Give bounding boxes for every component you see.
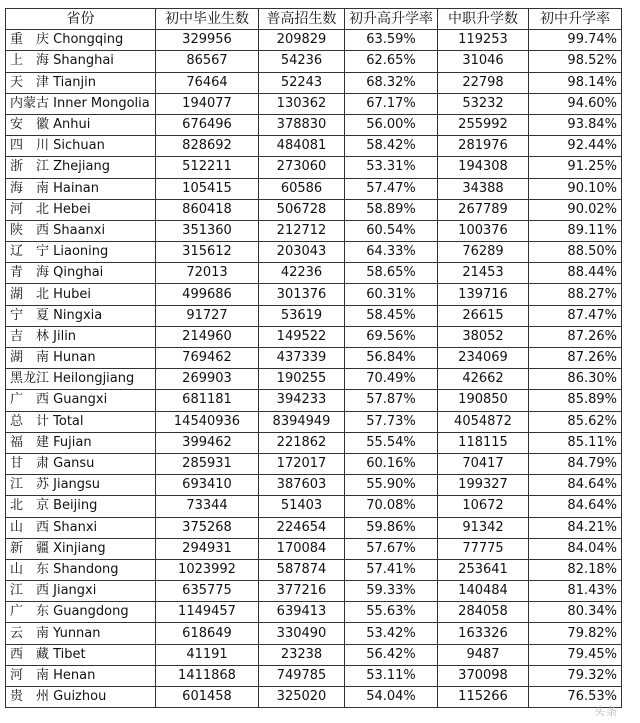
hs-rate-cell: 53.42% — [345, 623, 438, 644]
graduates-cell: 72013 — [156, 263, 259, 284]
total-rate-cell: 84.79% — [529, 453, 622, 474]
total-rate-cell: 90.10% — [529, 178, 622, 199]
total-rate-cell: 98.14% — [529, 72, 622, 93]
hs-rate-cell: 64.33% — [345, 242, 438, 263]
high-school-cell: 54236 — [259, 51, 345, 72]
total-rate-cell: 86.30% — [529, 369, 622, 390]
header-hs-rate: 初升高升学率 — [345, 9, 438, 30]
graduates-cell: 828692 — [156, 136, 259, 157]
total-rate-cell: 85.62% — [529, 411, 622, 432]
total-rate-cell: 90.02% — [529, 199, 622, 220]
high-school-cell: 8394949 — [259, 411, 345, 432]
graduates-cell: 91727 — [156, 305, 259, 326]
hs-rate-cell: 63.59% — [345, 30, 438, 51]
hs-rate-cell: 59.33% — [345, 581, 438, 602]
province-cell: 青 海 Qinghai — [6, 263, 156, 284]
table-row — [6, 72, 622, 93]
province-cell: 四 川 Sichuan — [6, 136, 156, 157]
hs-rate-cell: 53.31% — [345, 157, 438, 178]
graduates-cell: 86567 — [156, 51, 259, 72]
table-row — [6, 199, 622, 220]
total-rate-cell: 84.21% — [529, 517, 622, 538]
vocational-cell: 53232 — [438, 93, 529, 114]
province-cell: 福 建 Fujian — [6, 432, 156, 453]
table-row — [6, 496, 622, 517]
total-rate-cell: 91.25% — [529, 157, 622, 178]
hs-rate-cell: 58.65% — [345, 263, 438, 284]
province-cell: 上 海 Shanghai — [6, 51, 156, 72]
table-row — [6, 475, 622, 496]
high-school-cell: 212712 — [259, 220, 345, 241]
province-cell: 山 西 Shanxi — [6, 517, 156, 538]
table-row — [6, 242, 622, 263]
total-rate-cell: 82.18% — [529, 559, 622, 580]
total-rate-cell: 94.60% — [529, 93, 622, 114]
total-rate-cell: 92.44% — [529, 136, 622, 157]
graduates-cell: 285931 — [156, 453, 259, 474]
vocational-cell: 77775 — [438, 538, 529, 559]
vocational-cell: 284058 — [438, 602, 529, 623]
vocational-cell: 115266 — [438, 687, 529, 708]
province-table-sheet — [5, 8, 622, 708]
total-rate-cell: 93.84% — [529, 114, 622, 135]
vocational-cell: 119253 — [438, 30, 529, 51]
high-school-cell: 23238 — [259, 644, 345, 665]
table-row — [6, 263, 622, 284]
high-school-cell: 394233 — [259, 390, 345, 411]
table-row — [6, 665, 622, 686]
vocational-cell: 234069 — [438, 348, 529, 369]
table-row — [6, 390, 622, 411]
province-cell: 江 苏 Jiangsu — [6, 475, 156, 496]
total-rate-cell: 87.26% — [529, 348, 622, 369]
total-rate-cell: 79.32% — [529, 665, 622, 686]
table-row — [6, 348, 622, 369]
province-cell: 西 藏 Tibet — [6, 644, 156, 665]
table-row — [6, 581, 622, 602]
hs-rate-cell: 60.31% — [345, 284, 438, 305]
graduates-cell: 769462 — [156, 348, 259, 369]
total-rate-cell: 87.47% — [529, 305, 622, 326]
graduates-cell: 681181 — [156, 390, 259, 411]
table-row — [6, 538, 622, 559]
table-body — [6, 30, 622, 708]
table-row — [6, 517, 622, 538]
province-cell: 吉 林 Jilin — [6, 326, 156, 347]
hs-rate-cell: 55.54% — [345, 432, 438, 453]
vocational-cell: 70417 — [438, 453, 529, 474]
province-cell: 云 南 Yunnan — [6, 623, 156, 644]
vocational-cell: 31046 — [438, 51, 529, 72]
province-cell: 总 计 Total — [6, 411, 156, 432]
graduates-cell: 73344 — [156, 496, 259, 517]
hs-rate-cell: 57.47% — [345, 178, 438, 199]
graduates-cell: 76464 — [156, 72, 259, 93]
high-school-cell: 221862 — [259, 432, 345, 453]
graduates-cell: 294931 — [156, 538, 259, 559]
total-rate-cell: 99.74% — [529, 30, 622, 51]
total-rate-cell: 84.64% — [529, 475, 622, 496]
hs-rate-cell: 57.41% — [345, 559, 438, 580]
total-rate-cell: 84.04% — [529, 538, 622, 559]
high-school-cell: 172017 — [259, 453, 345, 474]
vocational-cell: 194308 — [438, 157, 529, 178]
header-high-school: 普高招生数 — [259, 9, 345, 30]
total-rate-cell: 85.89% — [529, 390, 622, 411]
high-school-cell: 378830 — [259, 114, 345, 135]
table-row — [6, 559, 622, 580]
table-row — [6, 30, 622, 51]
hs-rate-cell: 70.49% — [345, 369, 438, 390]
vocational-cell: 267789 — [438, 199, 529, 220]
hs-rate-cell: 60.54% — [345, 220, 438, 241]
vocational-cell: 26615 — [438, 305, 529, 326]
high-school-cell: 149522 — [259, 326, 345, 347]
hs-rate-cell: 57.73% — [345, 411, 438, 432]
vocational-cell: 91342 — [438, 517, 529, 538]
table-row — [6, 178, 622, 199]
high-school-cell: 130362 — [259, 93, 345, 114]
total-rate-cell: 88.50% — [529, 242, 622, 263]
vocational-cell: 140484 — [438, 581, 529, 602]
high-school-cell: 53619 — [259, 305, 345, 326]
total-rate-cell: 84.64% — [529, 496, 622, 517]
graduates-cell: 1411868 — [156, 665, 259, 686]
province-cell: 安 徽 Anhui — [6, 114, 156, 135]
header-total-rate: 初中升学率 — [529, 9, 622, 30]
graduates-cell: 351360 — [156, 220, 259, 241]
graduates-cell: 860418 — [156, 199, 259, 220]
vocational-cell: 42662 — [438, 369, 529, 390]
vocational-cell: 76289 — [438, 242, 529, 263]
total-rate-cell: 79.45% — [529, 644, 622, 665]
total-rate-cell: 85.11% — [529, 432, 622, 453]
total-rate-cell: 76.53% — [529, 687, 622, 708]
graduates-cell: 635775 — [156, 581, 259, 602]
high-school-cell: 273060 — [259, 157, 345, 178]
table-row — [6, 453, 622, 474]
high-school-cell: 224654 — [259, 517, 345, 538]
hs-rate-cell: 56.00% — [345, 114, 438, 135]
high-school-cell: 60586 — [259, 178, 345, 199]
vocational-cell: 370098 — [438, 665, 529, 686]
hs-rate-cell: 58.45% — [345, 305, 438, 326]
hs-rate-cell: 68.32% — [345, 72, 438, 93]
hs-rate-cell: 54.04% — [345, 687, 438, 708]
table-row — [6, 687, 622, 708]
province-cell: 海 南 Hainan — [6, 178, 156, 199]
province-cell: 湖 南 Hunan — [6, 348, 156, 369]
high-school-cell: 639413 — [259, 602, 345, 623]
header-graduates: 初中毕业生数 — [156, 9, 259, 30]
vocational-cell: 255992 — [438, 114, 529, 135]
high-school-cell: 301376 — [259, 284, 345, 305]
vocational-cell: 118115 — [438, 432, 529, 453]
table-row — [6, 114, 622, 135]
graduates-cell: 1149457 — [156, 602, 259, 623]
table-row — [6, 602, 622, 623]
total-rate-cell: 98.52% — [529, 51, 622, 72]
graduates-cell: 41191 — [156, 644, 259, 665]
hs-rate-cell: 67.17% — [345, 93, 438, 114]
total-rate-cell: 81.43% — [529, 581, 622, 602]
watermark: 头条 — [594, 706, 618, 718]
high-school-cell: 377216 — [259, 581, 345, 602]
province-cell: 山 东 Shandong — [6, 559, 156, 580]
vocational-cell: 21453 — [438, 263, 529, 284]
header-province: 省份 — [6, 9, 156, 30]
table-row — [6, 136, 622, 157]
graduates-cell: 329956 — [156, 30, 259, 51]
high-school-cell: 387603 — [259, 475, 345, 496]
table-row — [6, 305, 622, 326]
province-cell: 广 西 Guangxi — [6, 390, 156, 411]
graduates-cell: 315612 — [156, 242, 259, 263]
graduates-cell: 512211 — [156, 157, 259, 178]
province-cell: 河 北 Hebei — [6, 199, 156, 220]
graduates-cell: 269903 — [156, 369, 259, 390]
table-row — [6, 51, 622, 72]
total-rate-cell: 80.34% — [529, 602, 622, 623]
province-cell: 北 京 Beijing — [6, 496, 156, 517]
hs-rate-cell: 57.67% — [345, 538, 438, 559]
header-row — [6, 9, 622, 30]
high-school-cell: 325020 — [259, 687, 345, 708]
total-rate-cell: 88.27% — [529, 284, 622, 305]
vocational-cell: 22798 — [438, 72, 529, 93]
hs-rate-cell: 58.42% — [345, 136, 438, 157]
graduates-cell: 676496 — [156, 114, 259, 135]
province-cell: 陕 西 Shaanxi — [6, 220, 156, 241]
province-cell: 江 西 Jiangxi — [6, 581, 156, 602]
graduates-cell: 14540936 — [156, 411, 259, 432]
graduates-cell: 214960 — [156, 326, 259, 347]
table-row — [6, 220, 622, 241]
graduates-cell: 618649 — [156, 623, 259, 644]
graduates-cell: 601458 — [156, 687, 259, 708]
province-cell: 辽 宁 Liaoning — [6, 242, 156, 263]
province-cell: 黑龙江 Heilongjiang — [6, 369, 156, 390]
hs-rate-cell: 70.08% — [345, 496, 438, 517]
vocational-cell: 100376 — [438, 220, 529, 241]
vocational-cell: 34388 — [438, 178, 529, 199]
high-school-cell: 437339 — [259, 348, 345, 369]
table-row — [6, 644, 622, 665]
vocational-cell: 281976 — [438, 136, 529, 157]
high-school-cell: 203043 — [259, 242, 345, 263]
province-cell: 内蒙古 Inner Mongolia — [6, 93, 156, 114]
table-row — [6, 432, 622, 453]
table-row — [6, 623, 622, 644]
province-cell: 天 津 Tianjin — [6, 72, 156, 93]
graduates-cell: 693410 — [156, 475, 259, 496]
province-cell: 贵 州 Guizhou — [6, 687, 156, 708]
high-school-cell: 484081 — [259, 136, 345, 157]
province-cell: 浙 江 Zhejiang — [6, 157, 156, 178]
table-row — [6, 369, 622, 390]
vocational-cell: 139716 — [438, 284, 529, 305]
graduates-cell: 375268 — [156, 517, 259, 538]
high-school-cell: 209829 — [259, 30, 345, 51]
header-vocational: 中职升学数 — [438, 9, 529, 30]
high-school-cell: 506728 — [259, 199, 345, 220]
province-cell: 重 庆 Chongqing — [6, 30, 156, 51]
total-rate-cell: 89.11% — [529, 220, 622, 241]
high-school-cell: 587874 — [259, 559, 345, 580]
vocational-cell: 163326 — [438, 623, 529, 644]
vocational-cell: 253641 — [438, 559, 529, 580]
hs-rate-cell: 55.63% — [345, 602, 438, 623]
total-rate-cell: 87.26% — [529, 326, 622, 347]
hs-rate-cell: 57.87% — [345, 390, 438, 411]
graduates-cell: 399462 — [156, 432, 259, 453]
province-cell: 甘 肃 Gansu — [6, 453, 156, 474]
vocational-cell: 190850 — [438, 390, 529, 411]
high-school-cell: 42236 — [259, 263, 345, 284]
graduates-cell: 1023992 — [156, 559, 259, 580]
table-row — [6, 157, 622, 178]
hs-rate-cell: 56.42% — [345, 644, 438, 665]
vocational-cell: 4054872 — [438, 411, 529, 432]
province-cell: 宁 夏 Ningxia — [6, 305, 156, 326]
total-rate-cell: 88.44% — [529, 263, 622, 284]
province-cell: 湖 北 Hubei — [6, 284, 156, 305]
province-cell: 广 东 Guangdong — [6, 602, 156, 623]
high-school-cell: 52243 — [259, 72, 345, 93]
high-school-cell: 330490 — [259, 623, 345, 644]
province-cell: 新 疆 Xinjiang — [6, 538, 156, 559]
hs-rate-cell: 56.84% — [345, 348, 438, 369]
hs-rate-cell: 69.56% — [345, 326, 438, 347]
hs-rate-cell: 53.11% — [345, 665, 438, 686]
vocational-cell: 10672 — [438, 496, 529, 517]
graduates-cell: 194077 — [156, 93, 259, 114]
vocational-cell: 199327 — [438, 475, 529, 496]
high-school-cell: 190255 — [259, 369, 345, 390]
graduates-cell: 105415 — [156, 178, 259, 199]
high-school-cell: 170084 — [259, 538, 345, 559]
hs-rate-cell: 59.86% — [345, 517, 438, 538]
enrollment-rate-table — [5, 8, 622, 708]
total-rate-cell: 79.82% — [529, 623, 622, 644]
graduates-cell: 499686 — [156, 284, 259, 305]
table-row — [6, 411, 622, 432]
hs-rate-cell: 60.16% — [345, 453, 438, 474]
table-row — [6, 93, 622, 114]
hs-rate-cell: 58.89% — [345, 199, 438, 220]
hs-rate-cell: 55.90% — [345, 475, 438, 496]
vocational-cell: 38052 — [438, 326, 529, 347]
hs-rate-cell: 62.65% — [345, 51, 438, 72]
province-cell: 河 南 Henan — [6, 665, 156, 686]
high-school-cell: 51403 — [259, 496, 345, 517]
table-row — [6, 326, 622, 347]
table-row — [6, 284, 622, 305]
vocational-cell: 9487 — [438, 644, 529, 665]
high-school-cell: 749785 — [259, 665, 345, 686]
